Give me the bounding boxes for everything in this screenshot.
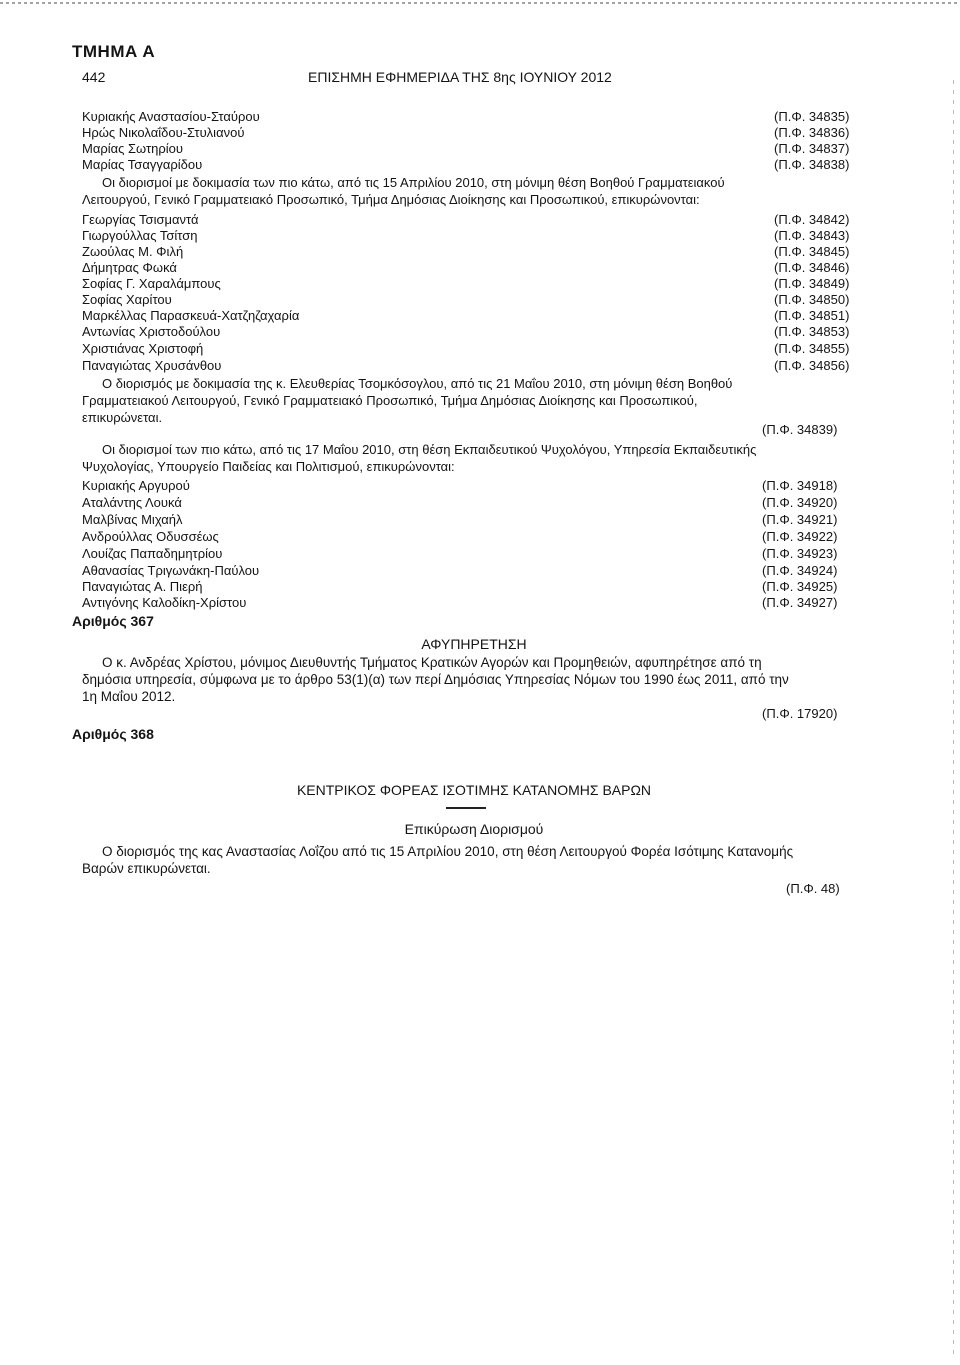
person-name: Αντωνίας Χριστοδούλου [82,324,221,339]
list-item [82,291,866,308]
paragraph-line: Ψυχολογίας, Υπουργείο Παιδείας και Πολιτισμού, επικυρώνονται: [82,459,455,474]
list-item [82,578,866,595]
reference-number: (Π.Φ. 34925) [762,579,838,594]
paragraph-line: Ο διορισμός με δοκιμασία της κ. Ελευθερίας Τσομκόσογλου, από τις 21 Μαΐου 2010, στη μόνιμη θέση Βοηθού [102,376,733,391]
list-item [82,211,866,228]
person-name: Μαλβίνας Μιχαήλ [82,512,183,527]
reference-number: (Π.Φ. 34850) [774,292,850,307]
paragraph-line: Γραμματειακού Λειτουργού, Γενικό Γραμματειακό Προσωπικό, Τμήμα Δημόσιας Διοίκησης και Προσωπικού, [82,393,698,408]
person-name: Ανδρούλλας Οδυσσέως [82,529,219,544]
list-item [82,275,866,292]
paragraph-line: δημόσια υπηρεσία, σύμφωνα με το άρθρο 53(1)(α) των περί Δημόσιας Υπηρεσίας Νόμων του 1990 έως 2011, από την [82,672,789,687]
paragraph-appointments-1 [82,174,866,208]
list-item [82,594,866,611]
person-name: Χριστιάνας Χριστοφή [82,341,204,356]
paragraph-line: Ο διορισμός της κας Αναστασίας Λοΐζου από τις 15 Απριλίου 2010, στη θέση Λειτουργού Φορέα Ισότιμης Κατανομής [102,844,794,859]
list-item [82,108,866,125]
reference-number: (Π.Φ. 34835) [774,109,850,124]
reference-number: (Π.Φ. 34927) [762,595,838,610]
reference-number: (Π.Φ. 34849) [774,276,850,291]
notice-subtitle: Επικύρωση Διορισμού [404,821,544,837]
list-item [82,494,866,511]
reference-number: (Π.Φ. 34851) [774,308,850,323]
person-name: Αταλάντης Λουκά [82,495,182,510]
paragraph-line: 1η Μαΐου 2012. [82,689,176,704]
page-number: 442 [82,69,106,85]
scan-edge-right [953,80,954,1360]
list-item [82,259,866,276]
paragraph-line: Οι διορισμοί με δοκιμασία των πιο κάτω, από τις 15 Απριλίου 2010, στη μόνιμη θέση Βοηθού Γραμματειακού [102,175,725,190]
list-item [82,243,866,260]
reference-number: (Π.Φ. 34842) [774,212,850,227]
divider [446,807,486,809]
reference-number: (Π.Φ. 34836) [774,125,850,140]
reference-number: (Π.Φ. 34843) [774,228,850,243]
reference-number: (Π.Φ. 34839) [762,422,838,437]
person-name: Σοφίας Χαρίτου [82,292,172,307]
list-item [82,323,866,340]
person-name: Δήμητρας Φωκά [82,260,177,275]
person-name: Κυριακής Αργυρού [82,478,190,493]
list-item [82,227,866,244]
paragraph-appointments-3 [82,441,866,475]
organization-title: ΚΕΝΤΡΙΚΟΣ ΦΟΡΕΑΣ ΙΣΟΤΙΜΗΣ ΚΑΤΑΝΟΜΗΣ ΒΑΡΩΝ [296,782,652,798]
person-name: Κυριακής Αναστασίου-Σταύρου [82,109,260,124]
paragraph-appointment-4 [82,843,866,877]
reference-number: (Π.Φ. 34838) [774,157,850,172]
person-name: Αθανασίας Τριγωνάκη-Παύλου [82,563,260,578]
person-name: Παναγιώτας Α. Πιερή [82,579,203,594]
notice-title: ΑΦΥΠΗΡΕΤΗΣΗ [421,636,527,652]
reference-number: (Π.Φ. 34924) [762,563,838,578]
person-name: Ζωούλας Μ. Φιλή [82,244,184,259]
paragraph-line: Λειτουργού, Γενικό Γραμματειακό Προσωπικό, Τμήμα Δημόσιας Διοίκησης και Προσωπικού, επικυρώνονται: [82,192,700,207]
paragraph-line: Οι διορισμοί των πιο κάτω, από τις 17 Μαΐου 2010, στη θέση Εκπαιδευτικού Ψυχολόγου, Υπηρεσία Εκπαιδευτικής [102,442,757,457]
reference-number: (Π.Φ. 48) [786,881,840,896]
list-item [82,357,866,374]
notice-number: Αριθμός 368 [72,726,154,742]
reference-number: (Π.Φ. 34856) [774,358,850,373]
list-item [82,562,866,579]
list-item [82,545,866,562]
list-item [82,528,866,545]
paragraph-line: Βαρών επικυρώνεται. [82,861,211,876]
person-name: Μαρκέλλας Παρασκευά-Χατζηζαχαρία [82,308,300,323]
list-item [82,477,866,494]
paragraph-retirement [82,654,866,705]
person-name: Λουίζας Παπαδημητρίου [82,546,223,561]
list-item [82,156,866,173]
list-item [82,340,866,357]
reference-number: (Π.Φ. 34920) [762,495,838,510]
reference-number: (Π.Φ. 17920) [762,706,838,721]
person-name: Γεωργίας Τσισμαντά [82,212,199,227]
reference-number: (Π.Φ. 34846) [774,260,850,275]
paragraph-line: επικυρώνεται. [82,410,163,425]
person-name: Αντιγόνης Καλοδίκη-Χρίστου [82,595,247,610]
paragraph-line: Ο κ. Ανδρέας Χρίστου, μόνιμος Διευθυντής Τμήματος Κρατικών Αγορών και Προμηθειών, αφυπηρέτησε από τη [102,655,762,670]
person-name: Γιωργούλλας Τσίτση [82,228,198,243]
reference-number: (Π.Φ. 34921) [762,512,838,527]
scan-edge-top [0,2,960,4]
list-item [82,124,866,141]
reference-number: (Π.Φ. 34922) [762,529,838,544]
person-name: Σοφίας Γ. Χαραλάμπους [82,276,221,291]
reference-number: (Π.Φ. 34923) [762,546,838,561]
reference-number: (Π.Φ. 34918) [762,478,838,493]
reference-number: (Π.Φ. 34845) [774,244,850,259]
reference-number: (Π.Φ. 34853) [774,324,850,339]
gazette-title: ΕΠΙΣΗΜΗ ΕΦΗΜΕΡΙΔΑ ΤΗΣ 8ης ΙΟΥΝΙΟΥ 2012 [308,69,612,85]
section-title: ΤΜΗΜΑ Α [72,42,156,61]
reference-number: (Π.Φ. 34855) [774,341,850,356]
person-name: Μαρίας Σωτηρίου [82,141,184,156]
list-item [82,140,866,157]
list-item [82,307,866,324]
list-item [82,511,866,528]
person-name: Παναγιώτας Χρυσάνθου [82,358,222,373]
reference-number: (Π.Φ. 34837) [774,141,850,156]
notice-number: Αριθμός 367 [72,613,154,629]
paragraph-appointment-2 [82,375,866,426]
person-name: Μαρίας Τσαγγαρίδου [82,157,203,172]
person-name: Ηρώς Νικολαΐδου-Στυλιανού [82,125,245,140]
